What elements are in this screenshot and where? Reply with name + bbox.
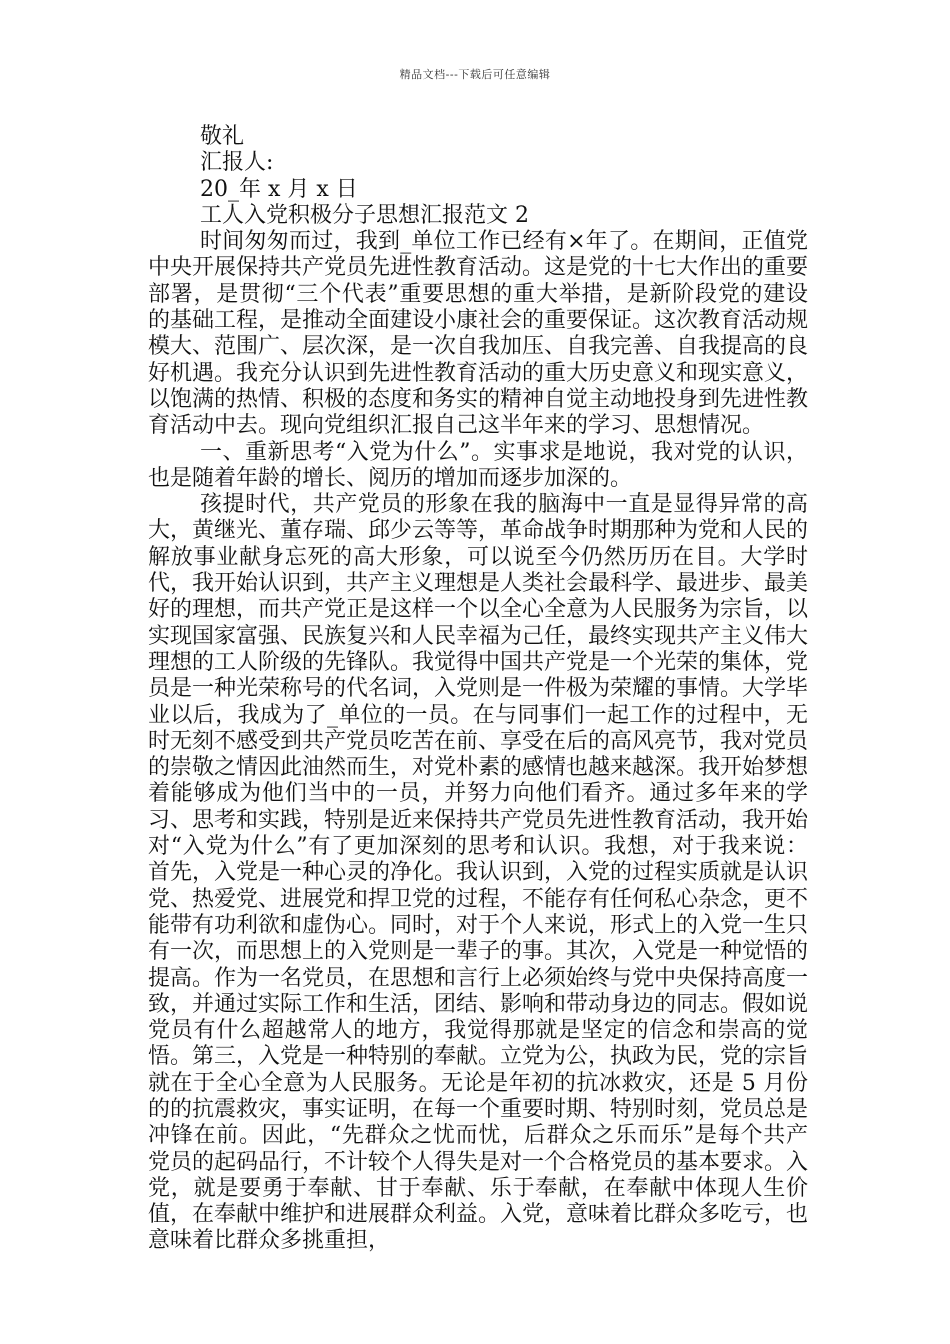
paragraph-childhood: 孩提时代，共产党员的形象在我的脑海中一直是显得异常的高大，黄继光、董存瑞、邱少云等等，革命战争时期那种为党和人民的解放事业献身忘死的高大形象，可以说至今仍然历历在目。大学时代，我开始认识到，共产主义理想是人类社会最科学、最进步、最美好的理想，而共产党正是这样一个以全心全意为人民服务为宗旨，以实现国家富强、民族复兴和人民幸福为己任，最终实现共产主义伟大理想的工人阶级的先锋队。我觉得中国共产党是一个光荣的集体，党员是一种光荣称号的代名词，入党则是一件极为荣耀的事情。大学毕业以后，我成为了_单位的一员。在与同事们一起工作的过程中，无时无刻不感受到共产党员吃苦在前、享受在后的高风亮节，我对党员的崇敬之情因此油然而生，对党朴素的感情也越来越深。我开始梦想着能够成为他们当中的一员，并努力向他们看齐。通过多年来的学习、思考和实践，特别是近来保持共产党员先进性教育活动，我开始对“入党为什么”有了更加深刻的思考和认识。我想，对于我来说：首先，入党是一种心灵的净化。我认识到，入党的过程实质就是认识党、热爱党、进展党和捍卫党的过程，不能存有任何私心杂念，更不能带有功利欲和虚伪心。同时，对于个人来说，形式上的入党一生只有一次，而思想上的入党则是一辈子的事。其次，入党是一种觉悟的提高。作为一名党员，在思想和言行上必须始终与党中央保持高度一致，并通过实际工作和生活，团结、影响和带动身边的同志。假如说党员有什么超越常人的地方，我觉得那就是坚定的信念和崇高的觉悟。第三，入党是一种特别的奉献。立党为公，执政为民，党的宗旨就在于全心全意为人民服务。无论是年初的抗冰救灾，还是 5 月份的的抗震救灾，事实证明，在每一个重要时期、特别时刻，党员总是冲锋在前。因此，“先群众之忧而忧，后群众之乐而乐”是每个共产党员的起码品行，不计较个人得失是对一个合格党员的基本要求。入党，就是要勇于奉献、甘于奉献、乐于奉献，在奉献中体现人生价值，在奉献中维护和进展群众利益。入党，意味着比群众多吃亏，也意味着比群众多挑重担， (148, 492, 809, 1254)
paragraph-section-one: 一、重新思考“入党为什么”。实事求是地说，我对党的认识，也是随着年龄的增长、阅历的增加而逐步加深的。 (148, 439, 808, 491)
article-title: 工人入党积极分子思想汇报范文 2 (200, 202, 529, 228)
page-header: 精品文档---下载后可任意编辑 (399, 68, 551, 81)
paragraph-intro: 时间匆匆而过，我到_单位工作已经有×年了。在期间，正值党中央开展保持共产党员先进性教育活动。这是党的十七大作出的重要部署，是贯彻“三个代表”重要思想的重大举措，是新阶段党的建设的基础工程，是推动全面建设小康社会的重要保证。这次教育活动规模大、范围广、层次深，是一次自我加压、自我完善、自我提高的良好机遇。我充分认识到先进性教育活动的重大历史意义和现实意义，以饱满的热情、积极的态度和务实的精神自觉主动地投身到先进性教育活动中去。现向党组织汇报自己这半年来的学习、思想情况。 (148, 229, 809, 439)
salutation: 敬礼 (200, 124, 245, 149)
reporter-label: 汇报人: (200, 150, 274, 176)
document-body (148, 124, 808, 1255)
report-date: 20_年 x 月 x 日 (200, 176, 358, 202)
